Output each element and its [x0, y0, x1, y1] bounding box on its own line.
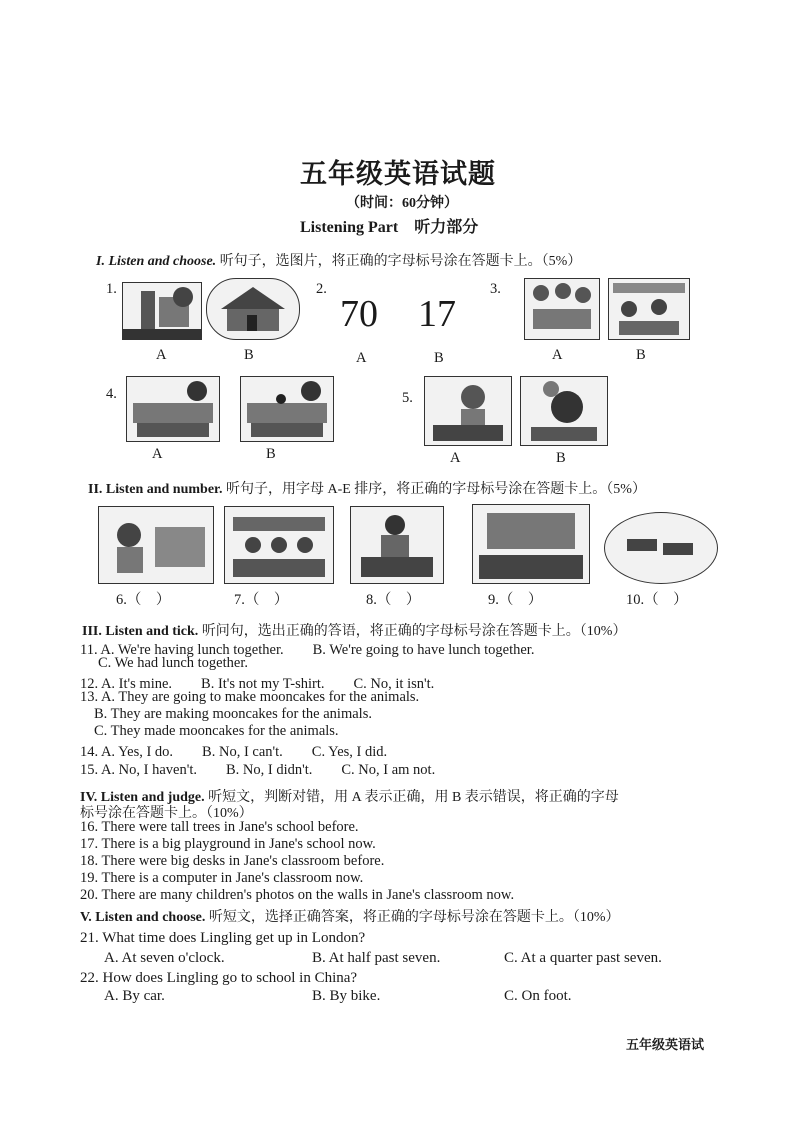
picture-q7 — [224, 506, 334, 584]
section-2-instruction: 听句子，用字母 A-E 排序，将正确的字母标号涂在答题卡上。（5%） — [225, 482, 646, 497]
question-line: 14. A. Yes, I do. B. No, I can't. C. Yes, I did. — [80, 744, 388, 760]
question-22: 22. How does Lingling go to school in China? — [80, 970, 358, 986]
picture-q1-b — [206, 278, 300, 340]
section-1-header — [96, 250, 581, 270]
page-title: 五年级英语试题 — [300, 159, 496, 190]
question-number: 4. — [106, 386, 117, 402]
section-5-instruction: 听短文，选择正确答案，将正确的字母标号涂在答题卡上。（10%） — [208, 910, 620, 925]
option-22-b: B. By bike. — [312, 988, 381, 1004]
section-1-heading: I. Listen and choose. — [96, 254, 217, 269]
picture-q10 — [604, 512, 718, 584]
question-number: 1. — [106, 281, 117, 297]
answer-blank[interactable]: 9.（ ） — [488, 592, 543, 608]
option-label-a: A — [552, 347, 563, 363]
section-3-instruction: 听问句，选出正确的答语，将正确的字母标号涂在答题卡上。（10%） — [201, 624, 627, 639]
section-2-heading: II. Listen and number. — [88, 482, 223, 497]
option-21-a: A. At seven o'clock. — [104, 950, 225, 966]
picture-q9 — [472, 504, 590, 584]
question-line: 16. There were tall trees in Jane's school before. — [80, 819, 359, 835]
picture-q3-a — [524, 278, 600, 340]
option-label-b: B — [244, 347, 254, 363]
section-5-header — [80, 906, 620, 926]
option-label-b: B — [266, 446, 276, 462]
section-3-heading: III. Listen and tick. — [82, 624, 199, 639]
section-2-header — [88, 478, 646, 498]
picture-q6 — [98, 506, 214, 584]
question-line: 15. A. No, I haven't. B. No, I didn't. C. No, I am not. — [80, 762, 436, 778]
question-number: 5. — [402, 390, 413, 406]
question-line: 18. There were big desks in Jane's classroom before. — [80, 853, 385, 869]
answer-blank[interactable]: 7.（ ） — [234, 592, 289, 608]
part-title: Listening Part 听力部分 — [300, 219, 479, 236]
option-label-b: B — [434, 350, 444, 366]
option-label-b: B — [636, 347, 646, 363]
question-line: 19. There is a computer in Jane's classroom now. — [80, 870, 364, 886]
question-line: 11. A. We're having lunch together. B. We're going to have lunch together. — [80, 642, 535, 658]
question-21: 21. What time does Lingling get up in London? — [80, 930, 366, 946]
section-1-instruction: 听句子，选图片，将正确的字母标号涂在答题卡上。（5%） — [219, 254, 582, 269]
question-line: 20. There are many children's photos on the walls in Jane's classroom now. — [80, 887, 515, 903]
section-4-instruction: 听短文，判断对错，用 A 表示正确，用 B 表示错误，将正确的字母 — [208, 790, 619, 805]
option-21-c: C. At a quarter past seven. — [504, 950, 662, 966]
picture-q4-a — [126, 376, 220, 442]
option-label-b: B — [556, 450, 566, 466]
section-3-header — [82, 620, 626, 640]
picture-q5-b — [520, 376, 608, 446]
question-line: 12. A. It's mine. B. It's not my T-shirt. C. No, it isn't. — [80, 676, 435, 692]
option-22-a: A. By car. — [104, 988, 165, 1004]
option-label-a: A — [356, 350, 367, 366]
option-label-a: A — [450, 450, 461, 466]
answer-blank[interactable]: 8.（ ） — [366, 592, 421, 608]
option-label-a: A — [156, 347, 167, 363]
question-line: C. They made mooncakes for the animals. — [94, 723, 339, 739]
picture-q8 — [350, 506, 444, 584]
option-22-c: C. On foot. — [504, 988, 572, 1004]
picture-q5-a — [424, 376, 512, 446]
section-4-instruction-cont: 标号涂在答题卡上。（10%） — [80, 806, 253, 821]
answer-blank[interactable]: 10.（ ） — [626, 592, 688, 608]
picture-q3-b — [608, 278, 690, 340]
answer-blank[interactable]: 6.（ ） — [116, 592, 171, 608]
section-5-heading: V. Listen and choose. — [80, 910, 206, 925]
picture-q1-a — [122, 282, 202, 340]
number-option-a: 70 — [340, 293, 378, 335]
number-option-b: 17 — [418, 293, 456, 335]
question-line: 17. There is a big playground in Jane's school now. — [80, 836, 376, 852]
section-4-heading: IV. Listen and judge. — [80, 790, 205, 805]
question-line: 13. A. They are going to make mooncakes for the animals. — [80, 689, 420, 705]
option-21-b: B. At half past seven. — [312, 950, 441, 966]
page-footer: 五年级英语试 — [626, 1038, 705, 1053]
picture-q4-b — [240, 376, 334, 442]
question-number: 3. — [490, 281, 501, 297]
question-line: B. They are making mooncakes for the animals. — [94, 706, 372, 722]
question-number: 2. — [316, 281, 327, 297]
time-limit: （时间：60分钟） — [346, 196, 458, 211]
option-label-a: A — [152, 446, 163, 462]
question-line: C. We had lunch together. — [98, 655, 248, 671]
